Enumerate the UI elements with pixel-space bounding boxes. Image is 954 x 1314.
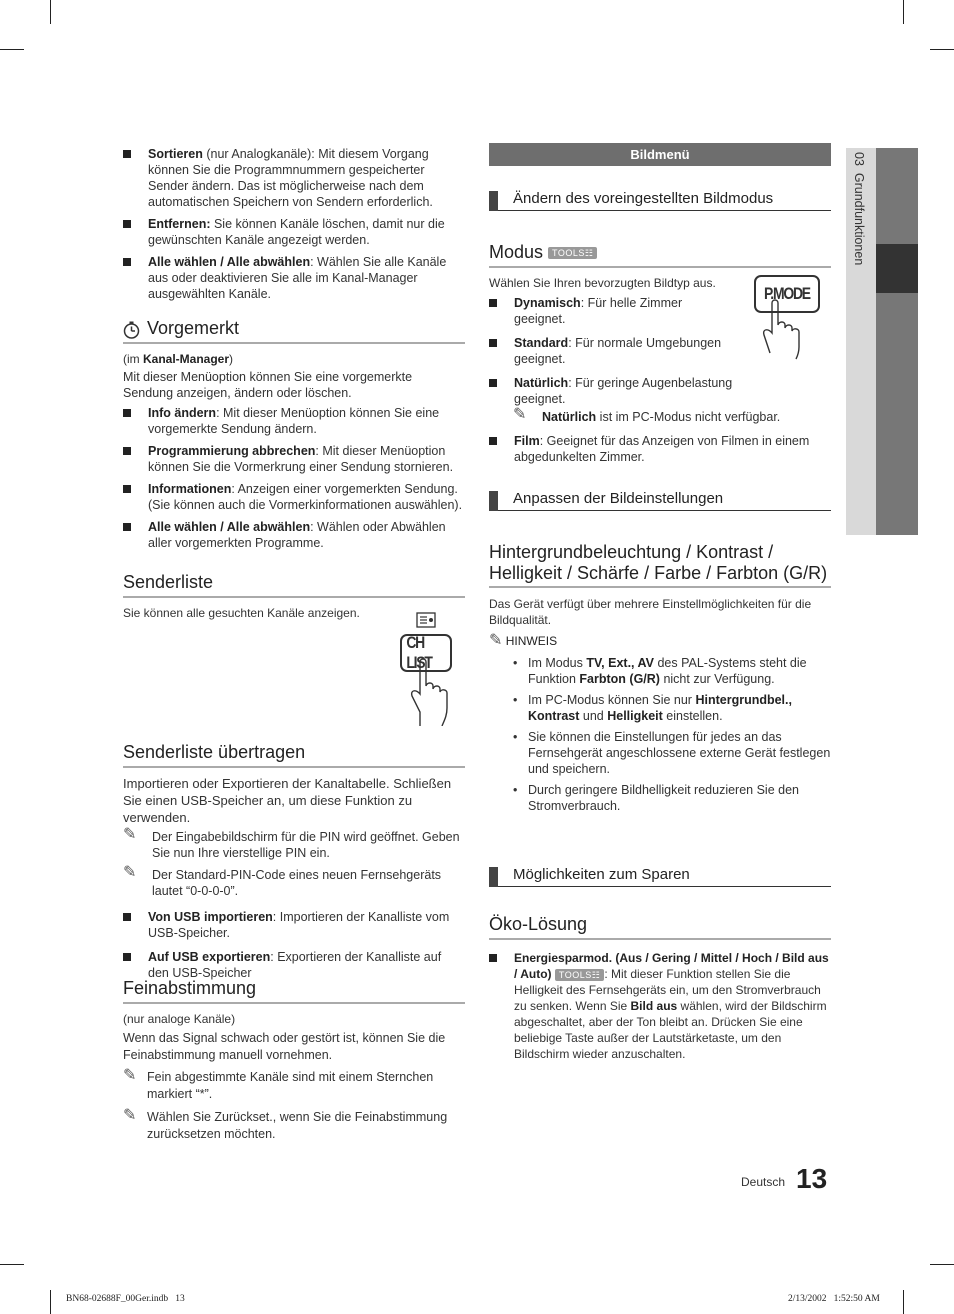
tools-badge: TOOLS☷	[548, 247, 597, 259]
list-item: Natürlich: Für geringe Augenbelastung geeignet.	[489, 375, 764, 407]
note: ✎ Wählen Sie Zurückset., wenn Sie die Feinabstimmung zurücksetzen möchten.	[123, 1107, 448, 1141]
note: ✎ Natürlich ist im PC-Modus nicht verfügbar.	[513, 406, 781, 424]
pencil-icon: ✎	[513, 406, 527, 423]
hand-pointer-icon	[758, 297, 818, 362]
list-item: Alle wählen / Alle abwählen: Wählen Sie alle Kanäle aus oder deaktivieren Sie alle im Kanal-Manager ausgewählten Kanäle.	[123, 254, 465, 302]
crop-mark	[50, 0, 51, 24]
crop-mark	[903, 0, 904, 24]
subsection-header: Anpassen der Bildeinstellungen	[489, 488, 831, 511]
section-desc: Wählen Sie Ihren bevorzugten Bildtyp aus.	[489, 276, 716, 290]
crop-mark	[0, 1264, 24, 1265]
crop-mark	[50, 1290, 51, 1314]
hint-list-item: • Im Modus TV, Ext., AV des PAL-Systems steht die Funktion Farbton (G/R) nicht zur Verfügung.	[513, 656, 807, 686]
list-item: Von USB importieren: Importieren der Kanalliste vom USB-Speicher.	[123, 909, 465, 941]
timer-icon	[123, 321, 140, 339]
hint-list-item: • Im PC-Modus können Sie nur Hintergrundbel., Kontrast und Helligkeit einstellen.	[513, 693, 792, 723]
note: ✎ Der Eingabebildschirm für die PIN wird geöffnet. Geben Sie nun Ihre vierstellige PIN ein.	[123, 826, 460, 860]
hint-list	[489, 655, 831, 814]
p-mode-button: P.MODE	[754, 275, 820, 313]
list-item: Sortieren (nur Analogkanäle): Mit diesem Vorgang können Sie die Programmnummern gespeicherter Sender ändern. Das ist möglicherweise nach dem automatischen Speichern von Sendern erforderlich.	[123, 146, 465, 210]
crop-mark	[930, 1264, 954, 1265]
section-context: (nur analoge Kanäle)	[123, 1012, 236, 1026]
crop-mark	[930, 49, 954, 50]
section-feinabstimmung	[123, 978, 465, 1149]
list-item: Film: Geeignet für das Anzeigen von Filmen in einem abgedunkelten Zimmer.	[489, 433, 831, 465]
side-tab-active-block	[876, 244, 918, 293]
pencil-icon: ✎	[123, 826, 137, 843]
side-tab-dark	[876, 148, 918, 535]
list-item: Dynamisch: Für helle Zimmer geeignet.	[489, 295, 734, 327]
section-title: Öko-Lösung	[489, 914, 831, 940]
hinweis-label: ✎ HINWEIS	[489, 632, 558, 649]
note: ✎ Fein abgestimmte Kanäle sind mit einem Sternchen markiert “*”.	[123, 1067, 434, 1101]
section-desc: Wenn das Signal schwach oder gestört ist, können Sie die Feinabstimmung manuell vornehmen.	[123, 1031, 446, 1062]
chapter-title: Grundfunktionen	[852, 172, 866, 266]
ch-list-button: CH LIST	[400, 634, 452, 672]
section-desc: Das Gerät verfügt über mehrere Einstellmöglichkeiten für die Bildqualität.	[489, 597, 812, 627]
ch-list-remote-illustration	[396, 612, 462, 722]
list-item: Programmierung abbrechen: Mit dieser Menüoption können Sie die Vormerkrung einer Sendung stornieren.	[123, 443, 465, 475]
subsection-header: Ändern des voreingestellten Bildmodus	[489, 188, 831, 211]
pencil-icon: ✎	[123, 864, 137, 881]
section-uebertragen	[123, 742, 465, 987]
intro-list	[123, 146, 465, 302]
section-desc: Sie können alle gesuchten Kanäle anzeigen.	[123, 606, 360, 620]
print-timestamp: 2/13/2002 1:52:50 AM	[788, 1294, 880, 1304]
tools-badge: TOOLS☷	[555, 969, 604, 981]
page-language: Deutsch	[741, 1175, 786, 1189]
crop-mark	[0, 49, 24, 50]
section-title: Vorgemerkt	[123, 318, 465, 344]
print-file-name: BN68-02688F_00Ger.indb 13	[66, 1294, 185, 1304]
section-desc: Mit dieser Menüoption können Sie eine vorgemerkte Sendung anzeigen, ändern oder löschen.	[123, 370, 413, 400]
section-title: Senderliste übertragen	[123, 742, 465, 768]
subsection-header: Möglichkeiten zum Sparen	[489, 864, 831, 887]
page-number: 13	[796, 1163, 828, 1194]
section-title: Senderliste	[123, 572, 465, 598]
pencil-icon: ✎	[123, 1067, 137, 1084]
list-item: Alle wählen / Alle abwählen: Wählen oder Abwählen aller vorgemerkten Programme.	[123, 519, 465, 551]
section-desc: Importieren oder Exportieren der Kanaltabelle. Schließen Sie einen USB-Speicher an, um diese Funktion zu verwenden.	[123, 776, 452, 825]
hint-list-item: • Sie können die Einstellungen für jedes an das Fernsehgerät angeschlossene externe Gerät festlegen und speichern.	[513, 730, 831, 776]
list-item: Energiesparmod. (Aus / Gering / Mittel / Hoch / Bild aus / Auto) TOOLS☷ : Mit dieser Funktion stellen Sie die Helligkeit des Fernsehgeräts ein, um den Stromverbrauch zu senken. Wenn Sie Bild aus wählen, wird der Bildschirm abgeschaltet, aber der Ton bleibt an. Drücken Sie eine beliebige Taste außer der Lautstärketaste, um den Bildschirm wieder anzuschalten.	[489, 950, 831, 1062]
list-item: Entfernen: Sie können Kanäle löschen, damit nur die gewünschten Kanäle angezeigt werden.	[123, 216, 465, 248]
note: ✎ Der Standard-PIN-Code eines neuen Fernsehgeräts lautet “0-0-0-0”.	[123, 864, 442, 898]
section-title: Feinabstimmung	[123, 978, 465, 1004]
menu-header-bar: Bildmenü	[489, 143, 831, 166]
section-title: Modus TOOLS☷	[489, 242, 831, 268]
section-oeko	[489, 914, 831, 1068]
side-tab-label	[852, 152, 866, 265]
list-item: Auf USB exportieren: Exportieren der Kanalliste auf den USB-Speicher	[123, 949, 465, 981]
hand-pointer-icon	[402, 656, 462, 726]
pencil-icon: ✎	[123, 1107, 137, 1124]
section-context: (im Kanal-Manager)	[123, 352, 234, 366]
menu-icon	[416, 612, 436, 628]
left-column	[123, 146, 465, 308]
section-vorgemerkt	[123, 318, 465, 557]
list-item: Info ändern: Mit dieser Menüoption können Sie eine vorgemerkte Sendung ändern.	[123, 405, 465, 437]
list-item: Standard: Für normale Umgebungen geeignet.	[489, 335, 734, 367]
section-hintergrund	[489, 542, 831, 819]
chapter-number: 03	[852, 152, 866, 166]
section-title: Hintergrundbeleuchtung / Kontrast / Helligkeit / Schärfe / Farbe / Farbton (G/R)	[489, 542, 831, 588]
crop-mark	[903, 1290, 904, 1314]
hint-list-item: • Durch geringere Bildhelligkeit reduzieren Sie den Stromverbrauch.	[513, 783, 799, 813]
p-mode-remote-illustration	[752, 275, 822, 360]
list-item: Informationen: Anzeigen einer vorgemerkten Sendung. (Sie können auch die Vormerkinformationen auswählen).	[123, 481, 465, 513]
pencil-icon: ✎	[489, 632, 503, 649]
